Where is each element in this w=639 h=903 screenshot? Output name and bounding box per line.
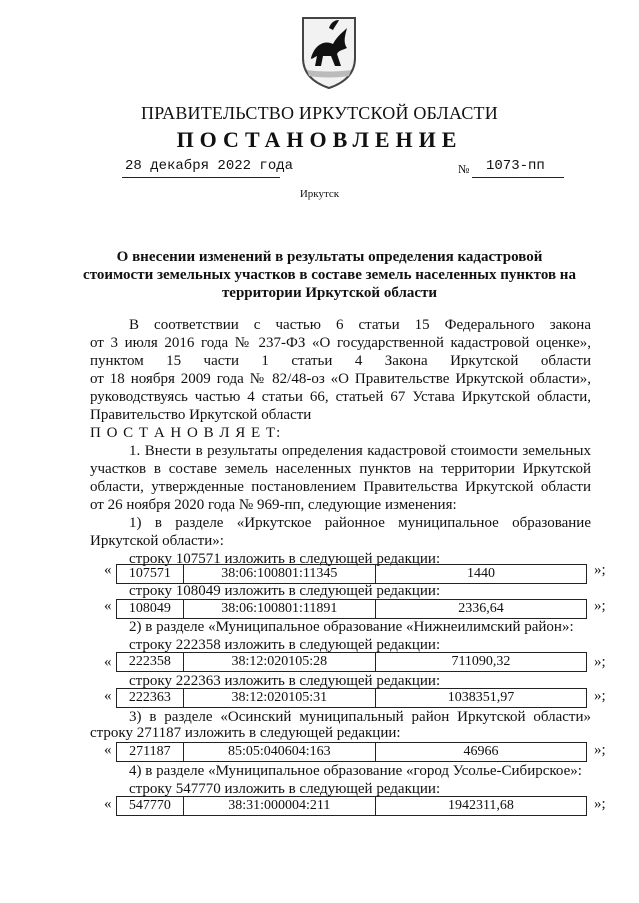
quote-open: « [104,654,112,670]
row-id: 547770 [117,797,184,815]
city: Иркутск [299,188,340,200]
quote-open: « [104,598,112,614]
document-date: 28 декабря 2022 года [125,158,294,174]
row-value: 46966 [463,744,499,759]
row-instruction: строку 547770 изложить в следующей редакции: [129,781,441,797]
quote-open: « [104,562,112,578]
number-sign: № [458,162,470,176]
row-value: 1038351,97 [447,690,515,705]
item1-line: области, утвержденные постановлением Правительства Иркутской области [90,479,591,495]
intro-line: пунктом 15 части 1 статьи 4 Закона Иркутской области [90,353,591,369]
row-cadastral: 38:06:100801:11891 [184,600,376,618]
row-value: 2336,64 [458,601,504,616]
intro-line: от 18 ноября 2009 года № 82/48-оз «О Правительстве Иркутской области», [90,371,591,387]
intro-line: Правительство Иркутской области [90,407,312,423]
table-row [116,688,587,708]
quote-close: »; [594,654,606,670]
row-id: 222358 [117,653,184,671]
section-3-instruction: строку 271187 изложить в следующей редакции: [90,725,401,741]
intro-line: В соответствии с частью 6 статьи 15 Федерального закона [129,317,591,333]
row-id: 271187 [117,743,184,761]
quote-open: « [104,796,112,812]
quote-open: « [104,688,112,704]
coat-of-arms-emblem [299,14,359,90]
row-cadastral: 38:06:100801:11345 [184,565,376,583]
item1-line: участков в составе земель населенных пунктов на территории Иркутской [90,461,591,477]
document-title: О внесении изменений в результаты определения кадастровой стоимости земельных участков в составе земель населенных пунктов на территории Иркутской области [83,249,576,301]
table-row [116,652,587,672]
row-instruction: строку 222363 изложить в следующей редакции: [129,673,441,689]
row-id: 107571 [117,565,184,583]
quote-close: »; [594,688,606,704]
document-type: ПОСТАНОВЛЕНИЕ [176,127,463,152]
intro-line: руководствуясь частью 4 статьи 66, статьей 67 Устава Иркутской области, [90,389,591,405]
row-cadastral: 38:31:000004:211 [184,797,376,815]
section-2-heading: 2) в разделе «Муниципальное образование «Нижнеилимский район»: [129,619,574,635]
row-cadastral: 38:12:020105:28 [184,653,376,671]
row-instruction: строку 108049 изложить в следующей редакции: [129,583,441,599]
row-id: 222363 [117,689,184,707]
row-cadastral: 85:05:040604:163 [184,743,376,761]
row-value: 1440 [466,566,495,581]
government-name: ПРАВИТЕЛЬСТВО ИРКУТСКОЙ ОБЛАСТИ [141,103,498,123]
quote-close: »; [594,796,606,812]
row-value: 711090,32 [451,654,511,669]
row-cadastral: 38:12:020105:31 [184,689,376,707]
number-underline [472,177,564,178]
section-1-heading: 1) в разделе «Иркутское районное муниципальное образование [129,515,591,531]
date-underline [122,177,280,178]
section-3-heading: 3) в разделе «Осинский муниципальный район Иркутской области» [129,709,591,725]
table-row [116,796,587,816]
quote-open: « [104,742,112,758]
quote-close: »; [594,562,606,578]
item1-line: от 26 ноября 2020 года № 969-пп, следующие изменения: [90,497,457,513]
quote-close: »; [594,742,606,758]
table-row [116,742,587,762]
table-row [116,564,587,584]
table-row [116,599,587,619]
section-1-heading-cont: Иркутской области»: [90,533,224,549]
row-instruction: строку 222358 изложить в следующей редакции: [129,637,441,653]
item1-line: 1. Внести в результаты определения кадастровой стоимости земельных [129,443,591,459]
row-value: 1942311,68 [447,798,514,813]
quote-close: »; [594,598,606,614]
row-id: 108049 [117,600,184,618]
document-number: 1073-пп [486,158,545,174]
row-instruction: строку 107571 изложить в следующей редакции: [129,551,441,567]
intro-line: от 3 июля 2016 года № 237-ФЗ «О государственной кадастровой оценке», [90,335,591,351]
resolves-word: П О С Т А Н О В Л Я Е Т: [90,425,282,441]
section-4-heading: 4) в разделе «Муниципальное образование «город Усолье-Сибирское»: [129,763,582,779]
